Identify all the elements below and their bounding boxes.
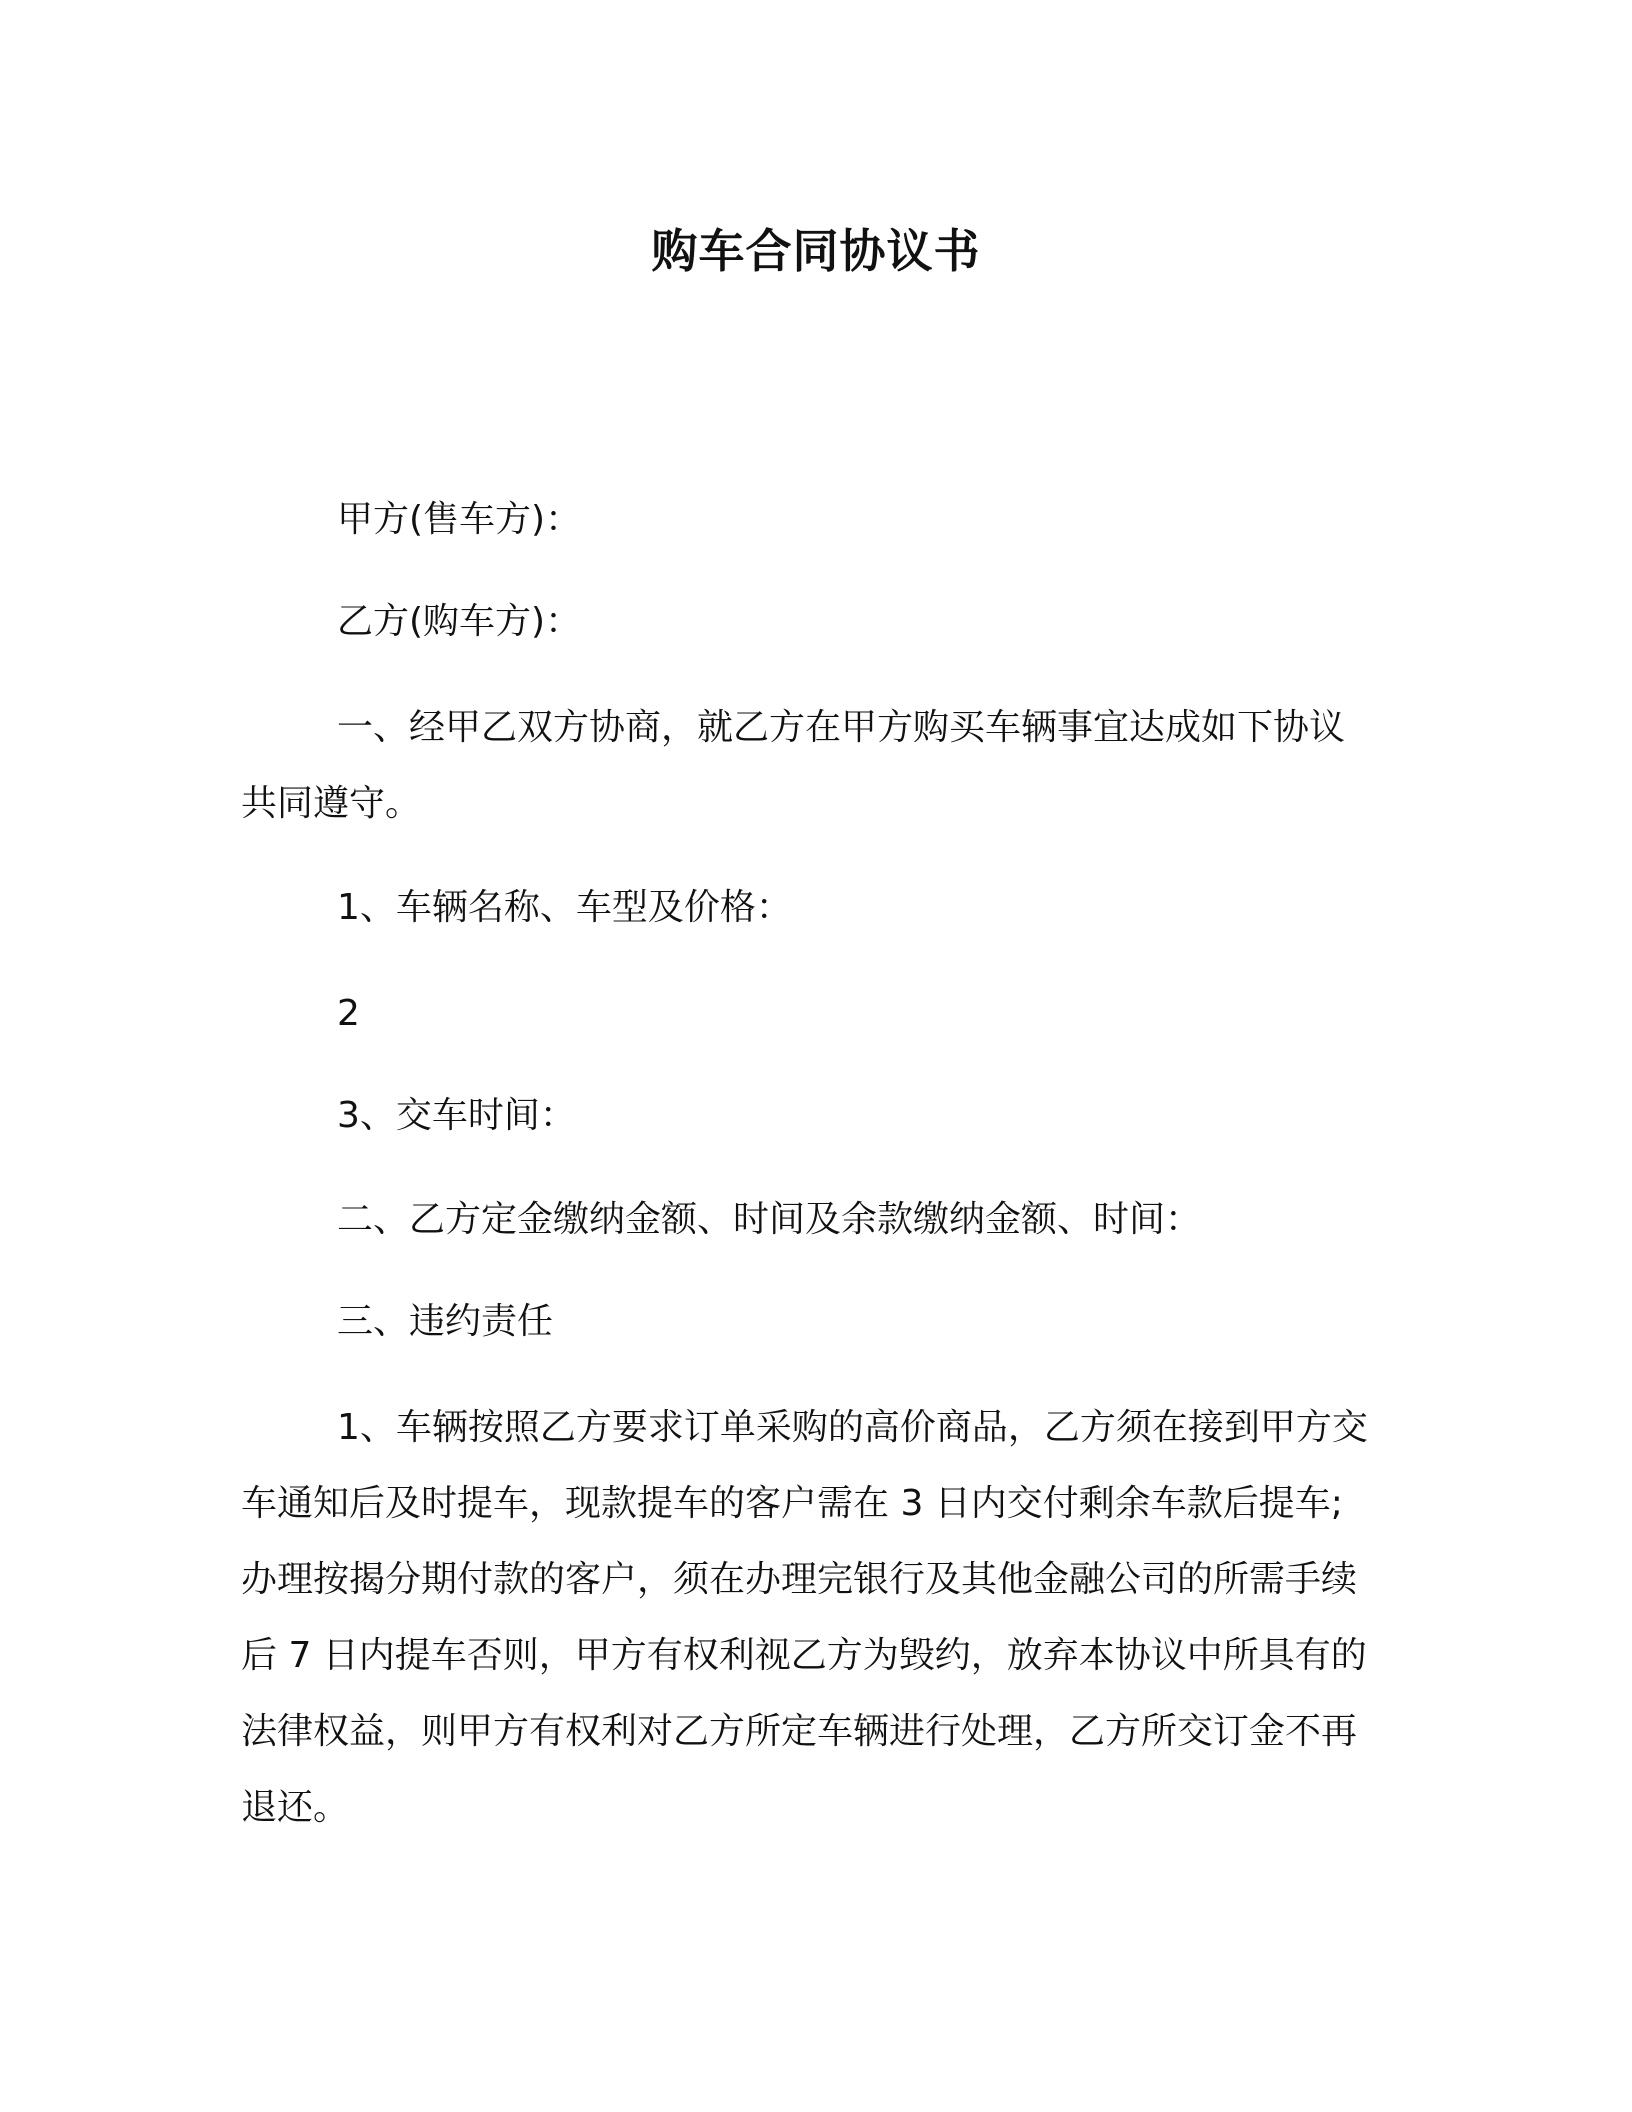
- party-a-line: 甲方(售车方)：: [337, 499, 582, 540]
- section-1-intro: 一、经甲乙双方协商，就乙方在甲方购买车辆事宜达成如下协议共同遵守。: [241, 707, 1346, 824]
- party-b-line: 乙方(购车方)：: [337, 601, 582, 642]
- document-title: 购车合同协议书: [651, 224, 981, 278]
- section-3-heading: 三、违约责任: [337, 1301, 554, 1342]
- item-3-delivery-time: 3、交车时间：: [337, 1095, 576, 1136]
- item-2: 2: [337, 993, 360, 1034]
- section-3-item-1: 1、车辆按照乙方要求订单采购的高价商品，乙方须在接到甲方交车通知后及时提车，现款提车的客户需在 3 日内交付剩余车款后提车;办理按揭分期付款的客户，须在办理完银行及其他金融公司的所需手续后 7 日内提车否则，甲方有权利视乙方为毁约，放弃本协议中所具有的法律权益，则甲方有权利对乙方所定车辆进行处理，乙方所交订金不再退还。: [241, 1407, 1368, 1828]
- item-1-vehicle-name: 1、车辆名称、车型及价格：: [337, 887, 792, 928]
- section-2-deposit: 二、乙方定金缴纳金额、时间及余款缴纳金额、时间：: [337, 1199, 1202, 1240]
